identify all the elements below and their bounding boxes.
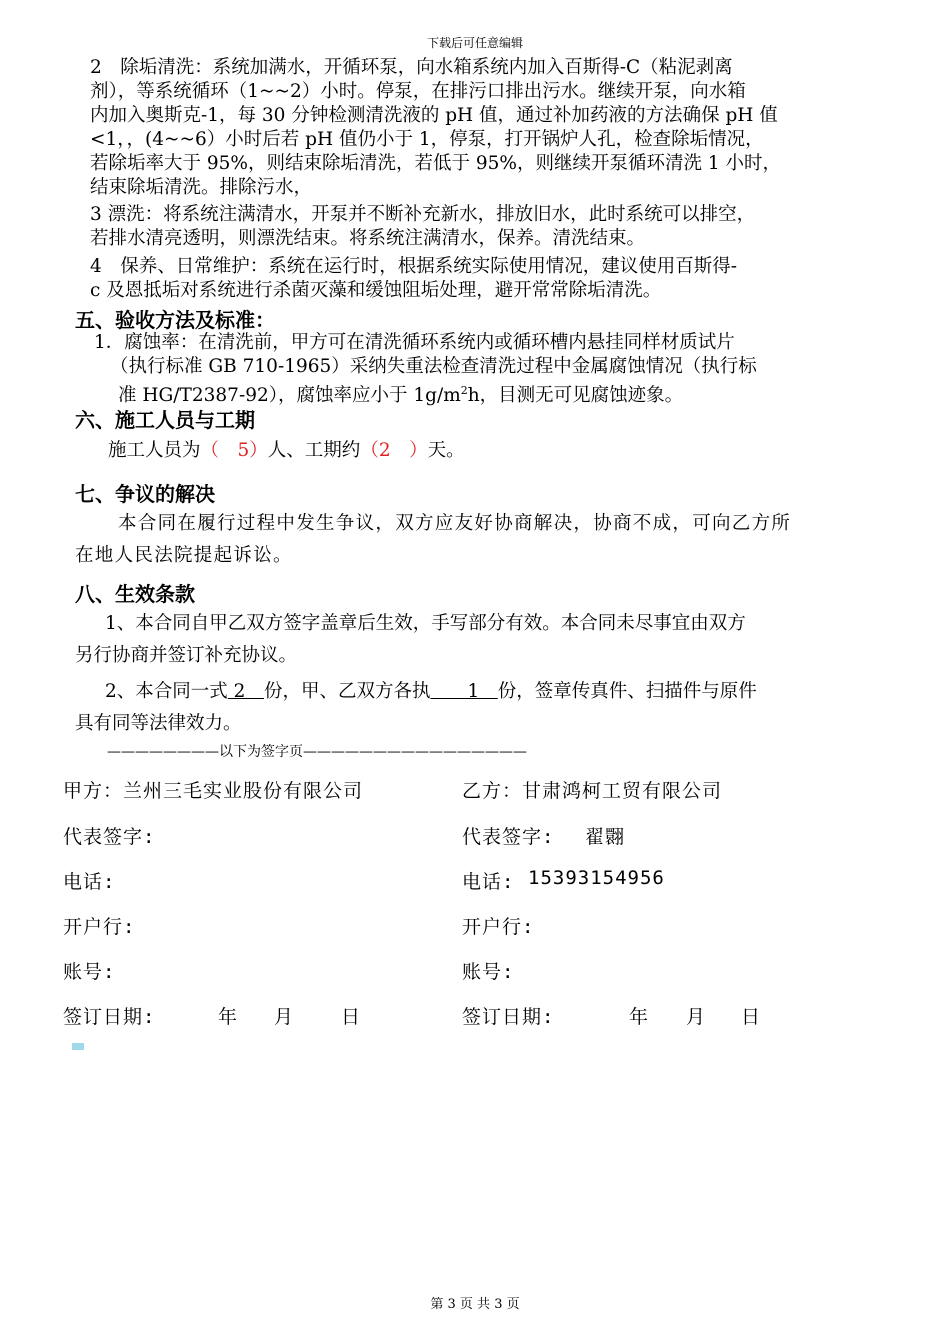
clause-line: 具有同等法律效力。 (75, 713, 242, 734)
text-line: 内加入奥斯克-1，每 30 分钟检测清洗液的 pH 值，通过补加药液的方法确保 pH 值 (90, 105, 778, 126)
text-line: 结束除垢清洗。排除污水， (90, 177, 313, 198)
page-header: 下载后可任意编辑 (426, 36, 523, 50)
party-b-date-label: 签订日期: (462, 1006, 555, 1028)
text-line: <1，，(4~~6）小时后若 pH 值仍小于 1，停泵，打开锅炉人孔，检查除垢情况， (90, 129, 764, 150)
party-a-date-year: 年 (218, 1006, 239, 1028)
disputes-line: 在地人民法院提起诉讼。 (75, 545, 293, 566)
disputes-line: 本合同在履行过程中发生争议，双方应友好协商解决，协商不成，可向乙方所 (118, 513, 792, 534)
copies-each: 1 (430, 681, 498, 702)
party-a-date-month: 月 (274, 1006, 295, 1028)
party-b-date-month: 月 (686, 1006, 707, 1028)
text-line: 若排水清亮透明，则漂洗结束。将系统注满清水，保养。清洗结束。 (90, 228, 646, 249)
party-a-rep-label: 代表签字: (63, 826, 156, 848)
page-footer: 第 3 页 共 3 页 (430, 1297, 520, 1312)
text-line: 4 保养、日常维护：系统在运行时，根据系统实际使用情况，建议使用百斯得- (90, 256, 738, 277)
paragraph-rinsing (90, 203, 890, 251)
section-heading-staffing: 六、施工人员与工期 (75, 408, 255, 432)
party-b-rep-label: 代表签字: (462, 826, 555, 848)
acceptance-item-line: 1．腐蚀率：在清洗前，甲方可在清洗循环系统内或循环槽内悬挂同样材质试片 (94, 332, 735, 353)
clause-line: 另行协商并签订补充协议。 (75, 645, 298, 666)
signature-divider: ————————以下为签字页———————————————— (107, 744, 527, 760)
party-a-bank-label: 开户行: (63, 916, 136, 938)
party-b-rep-name: 翟翾 (585, 826, 626, 848)
acceptance-item-line: 准 HG/T2387-92），腐蚀率应小于 $1g/m^2h$，目测无可见腐蚀迹象。 (118, 384, 684, 407)
workers-count: （ 5） (200, 440, 268, 461)
text-line: 若除垢率大于 95%，则结束除垢清洗，若低于 95%，则继续开泵循环清洗 1 小时， (90, 153, 782, 174)
party-b-phone-label: 电话: (462, 871, 515, 893)
party-a-account-label: 账号: (63, 961, 116, 983)
text-line: c 及恩抵垢对系统进行杀菌灭藻和缓蚀阻垢处理，避开常常除垢清洗。 (90, 280, 662, 301)
section-heading-effectiveness: 八、生效条款 (75, 582, 195, 606)
party-a-phone-label: 电话: (63, 871, 116, 893)
text-line: 2 除垢清洗：系统加满水，开循环泵，向水箱系统内加入百斯得-C（粘泥剥离 (90, 57, 733, 78)
party-a-name: 甲方：兰州三毛实业股份有限公司 (63, 780, 364, 802)
party-b-date-day: 日 (741, 1006, 762, 1028)
duration-days: （2 ） (360, 440, 428, 461)
section-heading-acceptance: 五、验收方法及标准： (75, 308, 275, 332)
text-line: 3 漂洗：将系统注满清水，开泵并不断补充新水，排放旧水，此时系统可以排空， (90, 204, 756, 225)
paragraph-descaling (90, 56, 890, 200)
party-b-account-label: 账号: (462, 961, 515, 983)
party-a-date-day: 日 (341, 1006, 362, 1028)
party-b-phone: 15393154956 (528, 867, 665, 889)
clause-line: 1、本合同自甲乙双方签字盖章后生效，手写部分有效。本合同未尽事宜由双方 (105, 613, 746, 634)
party-a-date-label: 签订日期: (63, 1006, 156, 1028)
paragraph-maintenance (90, 255, 890, 303)
party-b-date-year: 年 (629, 1006, 650, 1028)
text-line: 剂），等系统循环（1~~2）小时。停泵，在排污口排出污水。继续开泵，向水箱 (90, 81, 746, 102)
party-b-name: 乙方：甘肃鸿柯工贸有限公司 (462, 780, 723, 802)
acceptance-item-line: （执行标准 GB 710-1965）采纳失重法检查清洗过程中金属腐蚀情况（执行标 (110, 356, 757, 377)
staffing-text: 施工人员为（ 5）人、工期约（2 ）天。 (108, 440, 465, 461)
clause-line: 2、本合同一式 2 份，甲、乙双方各执 1 份，签章传真件、扫描件与原件 (105, 681, 757, 702)
party-b-bank-label: 开户行: (462, 916, 535, 938)
section-heading-disputes: 七、争议的解决 (75, 482, 215, 506)
text-cursor-marker (72, 1043, 84, 1050)
copies-total: 2 (227, 681, 264, 702)
